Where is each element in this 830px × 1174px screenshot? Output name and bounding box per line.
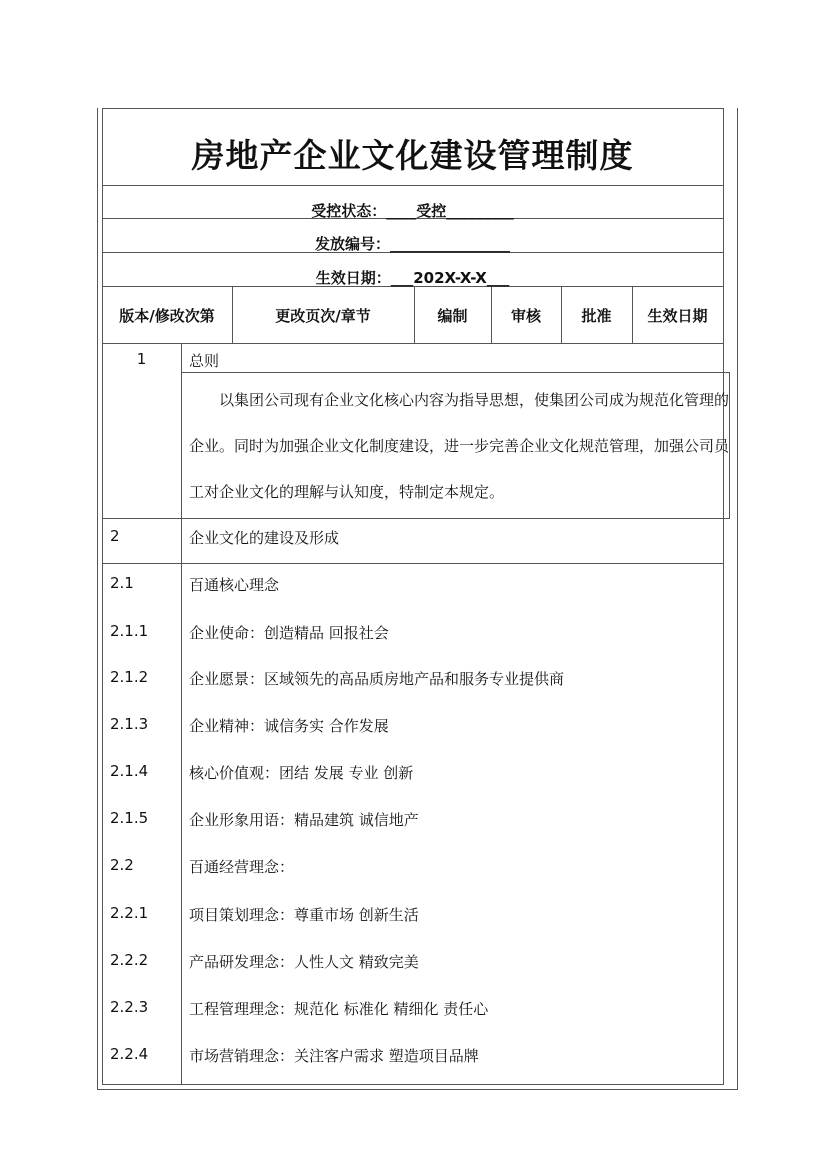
row-line [102,343,724,344]
section-number: 2.1.1 [110,622,149,640]
section-title: 百通经营理念： [189,858,295,876]
header-date: 生效日期 [647,307,708,325]
general-paragraph: 以集团公司现有企业文化核心内容为指导思想，使集团公司成为规范化管理的企业。同时为加强企业文化制度建设，进一步完善企业文化规范管理，加强公司员工对企业文化的理解与认知度，特制定本规定。 [189,391,730,501]
row-line [102,1084,724,1085]
header-approve: 批准 [581,307,612,325]
section-number: 2.1.4 [110,762,149,780]
section-title: 工程管理理念：规范化 标准化 精细化 责任心 [189,1000,489,1018]
document-title: 房地产企业文化建设管理制度 [191,136,634,175]
table-border [102,108,103,1085]
section-number: 2.2.2 [110,951,149,969]
section-title: 总则 [189,352,220,370]
section-title: 百通核心理念 [189,576,280,594]
section-title: 企业使命：创造精品 回报社会 [189,624,389,642]
section-number: 2.2.1 [110,904,149,922]
control-status: 受控状态：____受控_________ [311,202,514,220]
border-line [97,1089,738,1090]
header-pages: 更改页次/章节 [275,307,371,325]
header-review: 审核 [510,307,541,325]
row-line [102,518,730,519]
section-title: 企业精神：诚信务实 合作发展 [189,717,389,735]
section-title: 项目策划理念：尊重市场 创新生活 [189,906,419,924]
table-border [723,108,724,1085]
table-border [102,108,724,109]
header-author: 编制 [437,307,468,325]
col-line [181,343,182,1084]
row-line [102,563,724,564]
section-number: 2.2 [110,856,134,874]
section-number: 2.1.3 [110,715,149,733]
effective-date: 生效日期：___202X-X-X___ [315,269,510,287]
section-number: 1 [136,350,147,368]
section-number: 2.2.4 [110,1045,149,1063]
section-number: 2.2.3 [110,998,149,1016]
row-line [181,372,730,373]
border-line [97,108,98,1090]
section-title: 企业愿景：区域领先的高品质房地产品和服务专业提供商 [189,670,565,688]
section-title: 市场营销理念：关注客户需求 塑造项目品牌 [189,1047,479,1065]
section-number: 2.1.2 [110,668,149,686]
border-line [737,108,738,1090]
section-title: 企业文化的建设及形成 [189,529,340,547]
row-line [102,185,724,186]
section-number: 2.1 [110,574,134,592]
section-title: 核心价值观：团结 发展 专业 创新 [189,764,414,782]
row-line [729,372,730,518]
section-title: 产品研发理念：人性人文 精致完美 [189,953,419,971]
section-title: 企业形象用语：精品建筑 诚信地产 [189,811,419,829]
issue-number: 发放编号：________________ [314,235,510,253]
section-number: 2 [110,527,120,545]
header-version: 版本/修改次第 [119,307,215,325]
section-number: 2.1.5 [110,809,149,827]
